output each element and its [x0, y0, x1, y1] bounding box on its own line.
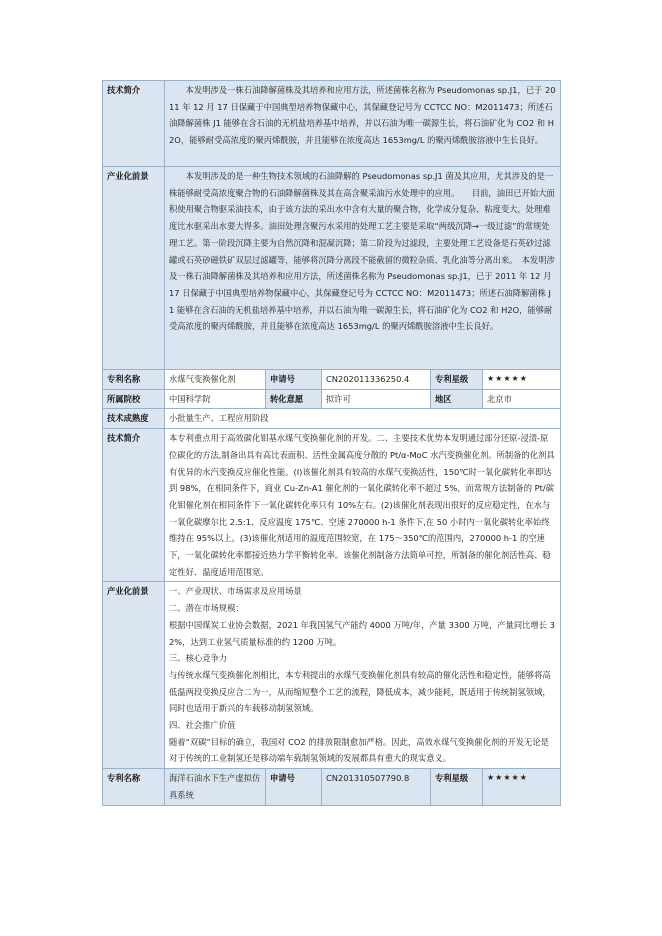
row-tech-intro-1 — [103, 81, 561, 167]
industry-line: 根据中国煤炭工业协会数据，2021 年我国氢气产能约 4000 万吨/年，产量 3300 万吨，产量同比增长 32%，达到工业氢气质量标准的约 1200 万吨。 — [169, 619, 555, 647]
label-transfer-intent: 转化意愿 — [266, 389, 322, 409]
label-institution: 所属院校 — [103, 389, 165, 409]
label-tech-intro: 技术简介 — [103, 429, 165, 582]
institution-value: 中国科学院 — [165, 389, 266, 409]
row-institution-2 — [103, 389, 561, 409]
label-industry: 产业化前景 — [103, 582, 165, 769]
row-patent-name-2 — [103, 370, 561, 390]
label-patent-star: 专利星级 — [431, 769, 483, 805]
tech-intro-paragraph: 本发明涉及一株石油降解菌株及其培养和应用方法，所述菌株名称为 Pseudomonas sp.J1，已于 2011 年 12 月 17 日保藏于中国典型培养物保藏中心，其保藏登记号为 CCTCC NO：M2011473；所述石油降解菌株 J1 能够在含石油的无机盐培养基中培养，并以石油为唯一碳源生长，将石油矿化为 CO2 和 H2O，能够耐受高浓度的聚丙烯酰胺，并且能够在浓度高达 1653mg/L 的聚丙烯酰胺溶液中生长良好。 — [169, 85, 556, 146]
label-patent-star: 专利星级 — [431, 370, 483, 390]
row-industry-1 — [103, 167, 561, 370]
patent-table-page — [102, 80, 560, 806]
tech-intro-paragraph: 本专利重点用于高效碳化钼基水煤气变换催化剂的开发。二、主要技术优势本发明通过部分还原-浸渍-原位碳化的方法,制备出具有高比表面积、活性金属高度分散的 Pt/α-MoC 水汽变换催化剂。所制备的化剂具有优异的水汽变换反应催化性能。(I)该催化剂具有较高的水煤气变换活性，150℃时一氧化碳转化率即达到 98%，在相同条件下，商业 Cu-Zn-A1 催化剂的一氧化碳转化率不超过 5%，而常规方法制备的 Pt/碳化钼催化剂在相同条件下一氧化碳转化率只有 10%左右。(2)该催化剂表现出很好的反应稳定性，在水与一氧化碳摩尔比 2.5:1、反应温度 175℃、空速 270000 h-1 条件下,在 50 小时内一氧化碳转化率始终维持在 95%以上。(3)该催化剂适用的温度范围较宽，在 175～350℃的范围内，270000 h-1 的空速下，一氧化碳转化率都接近热力学平衡转化率。该催化剂制备方法简单可控，所制备的催化剂活性高、稳定性好、温度适用范围宽。 — [169, 433, 555, 577]
industry-line: 随着“双碳”目标的确立，我国对 CO2 的排放限制愈加严格。因此，高效水煤气变换催化剂的开发无论是对于传统的工业制氢还是移动端车载制氢领域的发展都具有重大的现实意义。 — [169, 736, 549, 764]
industry-line: 与传统水煤气变换催化剂相比，本专利提出的水煤气变换催化剂具有较高的催化活性和稳定性，能够将高低温两段变换反应合二为一，从而缩短整个工艺的流程，降低成本，减少能耗，既适用于传统制氢领域，同时也适用于新兴的车载移动制氢领域。 — [169, 669, 551, 714]
app-no-value: CN202011336250.4 — [322, 370, 431, 390]
row-tech-intro-2 — [103, 429, 561, 582]
industry-line: 二、潜在市场规模： — [169, 603, 244, 614]
label-patent-name: 专利名称 — [103, 370, 165, 390]
tech-intro-text — [165, 81, 561, 167]
row-industry-2 — [103, 582, 561, 769]
maturity-value: 小批量生产、工程应用阶段 — [165, 409, 561, 429]
patent-info-table — [102, 80, 561, 806]
label-region: 地区 — [431, 389, 483, 409]
industry-line: 四、社会推广价值 — [169, 720, 236, 731]
row-maturity-2 — [103, 409, 561, 429]
label-industry: 产业化前景 — [103, 167, 165, 370]
industry-line: 三、核心竞争力 — [169, 653, 228, 664]
industry-line: 一、产业现状、市场需求及应用场景 — [169, 586, 302, 597]
region-value: 北京市 — [483, 389, 561, 409]
patent-star-value: ★★★★★ — [483, 769, 561, 805]
app-no-value: CN201310507790.8 — [322, 769, 431, 805]
label-tech-intro: 技术简介 — [103, 81, 165, 167]
label-app-no: 申请号 — [266, 769, 322, 805]
industry-text — [165, 167, 561, 370]
patent-name-value: 海洋石油水下生产虚拟仿真系统 — [165, 769, 266, 805]
label-maturity: 技术成熟度 — [103, 409, 165, 429]
label-app-no: 申请号 — [266, 370, 322, 390]
industry-paragraph: 本发明涉及的是一种生物技术领域的石油降解的 Pseudomonas sp.J1 菌及其应用，尤其涉及的是一株能够耐受高浓度聚合物的石油降解菌株及其在高含聚采油污水处理中的应用。 目前，油田已开始大面积使用聚合物驱采油技术，由于该方法的采出水中含有大量的聚合物，化学成分复杂、粘度变大，处理难度比水驱采出水要大得多。油田处理含聚污水采用的处理工艺主要是采取“两级沉降→一级过滤”的常规处理工艺。第一阶段沉降主要为自然沉降和混凝沉降；第二阶段为过滤段，主要处理工艺设备是石英砂过滤罐或石英砂磁铁矿双层过滤罐等，能够将沉降分离段不能截留的微粒杂质、乳化油等分离出来。 本发明涉及一株石油降解菌株及其培养和应用方法，所述菌株名称为 Pseudomonas sp.J1，已于 2011 年 12 月 17 日保藏于中国典型培养物保藏中心，其保藏登记号为 CCTCC NO：M2011473；所述石油降解菌株 J1 能够在含石油的无机盐培养基中培养，并以石油为唯一碳源生长，将石油矿化为 CO2 和 H2O，能够耐受高浓度的聚丙烯酰胺，并且能够在浓度高达 1653mg/L 的聚丙烯酰胺溶液中生长良好。 — [169, 171, 555, 332]
patent-star-value: ★★★★★ — [483, 370, 561, 390]
industry-text — [165, 582, 561, 769]
patent-name-value: 水煤气变换催化剂 — [165, 370, 266, 390]
transfer-intent-value: 拟许可 — [322, 389, 431, 409]
tech-intro-text — [165, 429, 561, 582]
row-patent-name-3 — [103, 769, 561, 805]
label-patent-name: 专利名称 — [103, 769, 165, 805]
